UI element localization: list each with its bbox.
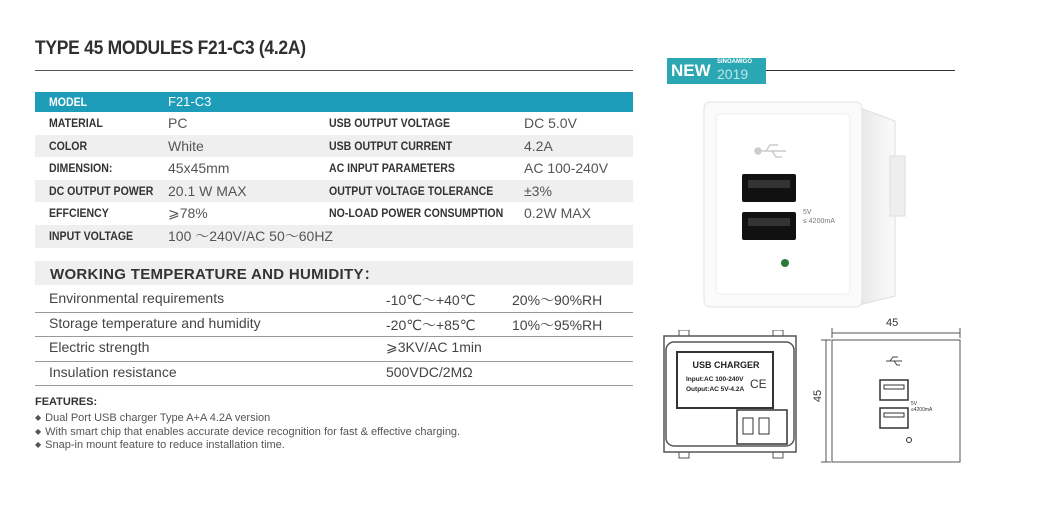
- new-badge: [667, 58, 766, 84]
- spec-label: EFFCIENCY: [49, 206, 109, 221]
- env-temp: -20℃～+85℃: [386, 316, 476, 333]
- title-divider: [35, 70, 633, 71]
- spec-value: 4.2A: [524, 137, 553, 154]
- width-dimension: 45: [886, 317, 899, 329]
- env-row: [35, 337, 633, 362]
- badge-new: NEW: [671, 61, 711, 80]
- env-name: Electric strength: [49, 339, 150, 355]
- spec-label: DC OUTPUT POWER: [49, 183, 154, 198]
- feature-item: ◆ With smart chip that enables accurate device recognition for fast & effective charging.: [35, 426, 460, 440]
- spec-row: [35, 135, 633, 158]
- spec-value: ⩾78%: [168, 205, 208, 222]
- spec-label: MATERIAL: [49, 116, 103, 130]
- spec-value: PC: [168, 115, 188, 131]
- features-heading: FEATURES:: [35, 396, 98, 408]
- spec-row: [35, 180, 633, 203]
- spec-label: USB OUTPUT CURRENT: [329, 138, 453, 153]
- front-rating-current: ≤4200mA: [911, 407, 933, 413]
- env-name: Storage temperature and humidity: [49, 314, 261, 331]
- spec-header-label: MODEL: [49, 95, 88, 109]
- front-rating-voltage: 5V: [911, 401, 918, 407]
- spec-header-row: [35, 92, 633, 112]
- spec-label: INPUT VOLTAGE: [49, 228, 134, 243]
- env-temp: -10℃～+40℃: [386, 292, 476, 308]
- spec-table: [35, 92, 633, 248]
- spec-row: [35, 112, 633, 135]
- spec-header-value: F21-C3: [168, 94, 212, 109]
- usb-symbol-icon: [886, 357, 902, 365]
- product-photo: [690, 96, 920, 311]
- back-view-drawing: [663, 330, 799, 462]
- badge-brand: SINOAMIGO: [717, 59, 753, 65]
- spec-label: NO-LOAD POWER CONSUMPTION: [329, 206, 504, 221]
- spec-value: AC 100-240V: [524, 160, 609, 177]
- spec-value: 45x45mm: [168, 160, 230, 177]
- env-hum: 10%～95%RH: [512, 316, 603, 333]
- badge-year: 2019: [717, 66, 749, 82]
- spec-value: 20.1 W MAX: [168, 182, 247, 199]
- feature-item: ◆ Snap-in mount feature to reduce installation time.: [35, 439, 460, 453]
- front-view-drawing: [820, 328, 962, 464]
- spec-value: ±3%: [524, 182, 552, 199]
- spec-label: AC INPUT PARAMETERS: [329, 161, 455, 176]
- env-name: Insulation resistance: [49, 363, 177, 380]
- env-row: [35, 313, 633, 338]
- indicator-led: [781, 259, 789, 267]
- front-rating: [911, 401, 932, 413]
- spec-label: DIMENSION:: [49, 161, 113, 176]
- environment-table: [35, 288, 633, 386]
- spec-row: [35, 157, 633, 180]
- features-list: [35, 412, 460, 453]
- spec-label: COLOR: [49, 138, 88, 153]
- spec-value: 0.2W MAX: [524, 205, 591, 222]
- env-hum: 20%～90%RH: [512, 292, 603, 308]
- back-label-title: USB CHARGER: [692, 360, 760, 370]
- ce-mark-icon: CE: [750, 377, 767, 391]
- back-label-input: Input:AC 100-240V: [686, 376, 744, 383]
- spec-value: DC 5.0V: [524, 115, 577, 131]
- section-title: WORKING TEMPERATURE AND HUMIDITY：: [50, 266, 380, 283]
- feature-item: ◆ Dual Port USB charger Type A+A 4.2A version: [35, 412, 460, 426]
- back-label-output: Output:AC 5V-4.2A: [686, 386, 745, 393]
- env-name: Environmental requirements: [49, 290, 225, 306]
- env-temp: ⩾3KV/AC 1min: [386, 339, 482, 355]
- rating-text: 5V: [803, 209, 812, 216]
- spec-value: White: [168, 137, 204, 154]
- spec-row: [35, 225, 633, 248]
- spec-label: OUTPUT VOLTAGE TOLERANCE: [329, 183, 494, 198]
- section-header: [35, 261, 633, 285]
- height-dimension: 45: [812, 389, 825, 403]
- current-text: ≤ 4200mA: [803, 218, 835, 225]
- spec-value: 100 ～240V/AC 50～60HZ: [168, 227, 333, 244]
- spec-row: [35, 202, 633, 225]
- spec-label: USB OUTPUT VOLTAGE: [329, 116, 451, 130]
- env-row: [35, 362, 633, 387]
- page-title: TYPE 45 MODULES F21-C3 (4.2A): [35, 38, 306, 59]
- env-temp: 500VDC/2MΩ: [386, 363, 473, 380]
- env-row: [35, 288, 633, 313]
- port-rating-label: [803, 208, 835, 226]
